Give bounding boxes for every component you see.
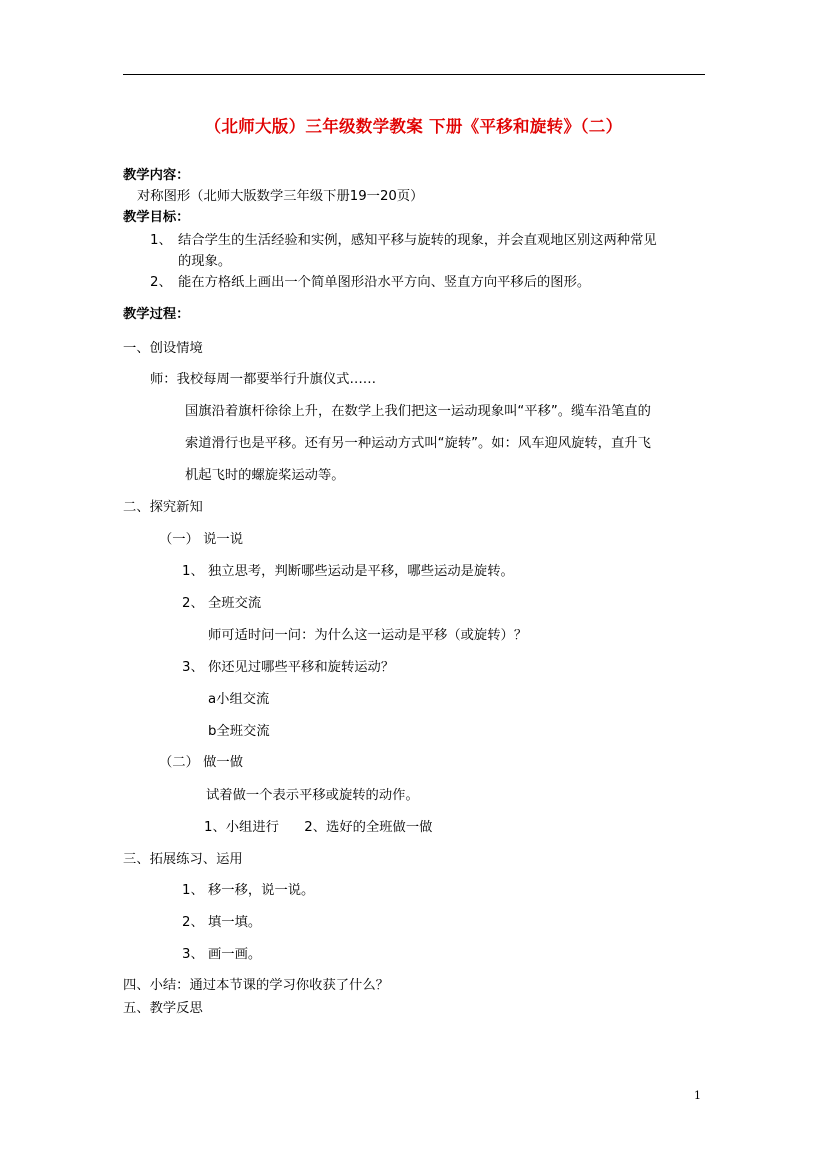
goal-text: 结合学生的生活经验和实例，感知平移与旋转的现象，并会直观地区别这两种常见 bbox=[178, 233, 657, 248]
list-item: 3、 画一画。 bbox=[182, 947, 262, 962]
section-2-heading: 二、探究新知 bbox=[123, 500, 203, 515]
goal-number: 1、 bbox=[150, 233, 172, 248]
section-5-heading: 五、教学反思 bbox=[123, 1001, 203, 1016]
list-subitem: a小组交流 bbox=[208, 692, 270, 707]
list-item: 2、 填一填。 bbox=[182, 915, 262, 930]
activity-text: 试着做一个表示平移或旋转的动作。 bbox=[206, 788, 419, 803]
teacher-line: 师：我校每周一都要举行升旗仪式…… bbox=[150, 372, 377, 387]
process-label: 教学过程： bbox=[123, 307, 190, 322]
goals-label: 教学目标： bbox=[123, 210, 190, 225]
section-1-heading: 一、创设情境 bbox=[123, 341, 203, 356]
goal-item-1-cont: 的现象。 bbox=[178, 254, 232, 269]
list-item: 2、 全班交流 bbox=[182, 596, 262, 611]
section-3-heading: 三、拓展练习、运用 bbox=[123, 852, 243, 867]
activity-steps: 1、小组进行 2、选好的全班做一做 bbox=[204, 820, 433, 835]
document-title: （北师大版）三年级数学教案 下册《平移和旋转》（二） bbox=[204, 117, 623, 136]
content-text: 对称图形（北师大版数学三年级下册19一20页） bbox=[137, 189, 424, 204]
content-label: 教学内容： bbox=[123, 168, 190, 183]
paragraph-line-1: 国旗沿着旗杆徐徐上升，在数学上我们把这一运动现象叫“平移”。缆车沿笔直的 bbox=[185, 404, 651, 419]
paragraph-line-3: 机起飞时的螺旋桨运动等。 bbox=[185, 468, 345, 483]
list-item-note: 师可适时问一问：为什么这一运动是平移（或旋转）？ bbox=[208, 628, 528, 643]
section-4-summary: 四、小结：通过本节课的学习你收获了什么？ bbox=[123, 978, 389, 993]
list-subitem: b全班交流 bbox=[208, 724, 270, 739]
header-rule bbox=[123, 74, 705, 75]
list-item: 1、 独立思考，判断哪些运动是平移，哪些运动是旋转。 bbox=[182, 564, 514, 579]
list-item: 1、 移一移，说一说。 bbox=[182, 883, 315, 898]
goal-item-2 bbox=[150, 274, 590, 292]
list-item: 3、 你还见过哪些平移和旋转运动？ bbox=[182, 660, 395, 675]
goal-item-1 bbox=[150, 232, 657, 250]
subsection-1-heading: （一） 说一说 bbox=[159, 532, 244, 547]
subsection-2-heading: （二） 做一做 bbox=[159, 755, 244, 770]
page-number: 1 bbox=[694, 1089, 701, 1102]
goal-text: 能在方格纸上画出一个简单图形沿水平方向、竖直方向平移后的图形。 bbox=[178, 275, 591, 290]
goal-number: 2、 bbox=[150, 275, 172, 290]
paragraph-line-2: 索道滑行也是平移。还有另一种运动方式叫“旋转”。如：风车迎风旋转，直升飞 bbox=[185, 436, 651, 451]
